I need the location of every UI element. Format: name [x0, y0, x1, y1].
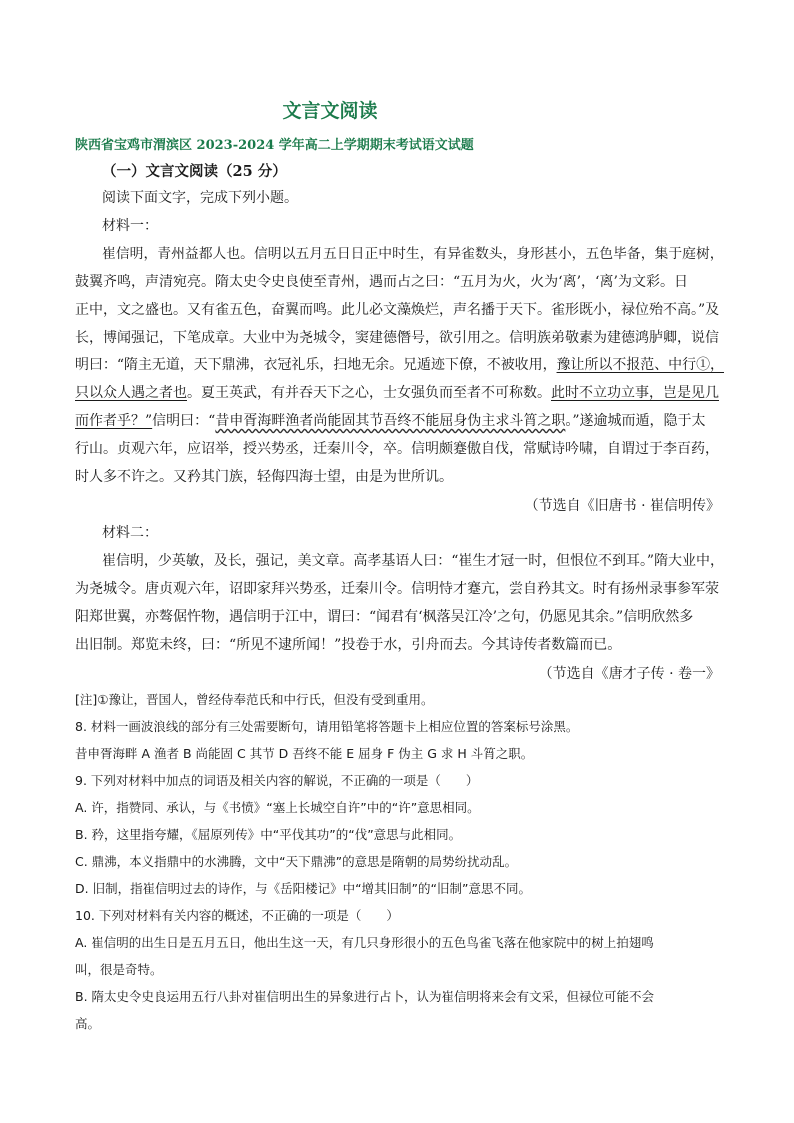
material2-label: 材料二：	[102, 525, 158, 541]
page-title: 文言文阅读	[282, 100, 378, 122]
material2-line: 为尧城令。唐贞观六年，诏即家拜兴势丞，迁秦川令。信明恃才蹇亢，尝自矜其文。时有扬州录事参军荥	[75, 581, 719, 597]
material2-line: 阳郑世翼，亦骜倨忤物，遇信明于江中，谓曰：“闻君有‘枫落吴江冷’之句，仍愿见其余。”信明欣然多	[75, 609, 694, 625]
question-9-option-c: C. 鼎沸，本义指鼎中的水沸腾，文中“天下鼎沸”的意思是隋朝的局势纷扰动乱。	[75, 854, 518, 869]
question-9-option-b: B. 矜，这里指夸耀，《屈原列传》中“平伐其功”的“伐”意思与此相同。	[75, 827, 462, 842]
question-8-text: 昔申胥海畔 A 渔者 B 尚能固 C 其节 D 吾终不能 E 屈身 F 伪主 G 求 H 斗筲之职。	[75, 746, 534, 761]
question-9-option-d: D. 旧制，指崔信明过去的诗作，与《岳阳楼记》中“增其旧制”的“旧制”意思不同。	[75, 881, 531, 896]
question-10-option-b-cont: 高。	[75, 1016, 101, 1031]
underlined-span: 只以众人遇之者也	[75, 385, 187, 401]
underlined-span: 而作者乎？”	[75, 413, 153, 429]
question-10-stem: 10. 下列对材料有关内容的概述，不正确的一项是（ ）	[75, 908, 399, 923]
text-span: 。”遂逾城而遁，隐于太	[565, 413, 706, 429]
material1-line	[75, 411, 706, 431]
material1-line: 正中，文之盛也。又有雀五色，奋翼而鸣。此儿必文藻焕烂，声名播于天下。雀形既小，禄位殆不高。”及	[75, 302, 720, 318]
material1-line: 崔信明，青州益都人也。信明以五月五日日正中时生，有异雀数头，身形甚小，五色毕备，集于庭树，	[102, 246, 724, 262]
material1-line: 时人多不许之。又矜其门族，轻侮四海士望，由是为世所讥。	[75, 469, 453, 485]
question-8-stem: 8. 材料一画波浪线的部分有三处需要断句，请用铅笔将答题卡上相应位置的答案标号涂黑。	[75, 719, 579, 734]
material2-line: 崔信明，少英敏，及长，强记，美文章。高孝基语人曰：“崔生才冠一时，但恨位不到耳。”隋大业中，	[102, 553, 724, 569]
text-span: 信明曰：“	[152, 413, 216, 429]
section-heading: （一）文言文阅读（25 分）	[102, 163, 287, 180]
text-span: 。夏王英武，有并吞天下之心，士女强负而至者不可称数。	[187, 385, 551, 401]
material2-line: 出旧制。郑览未终，曰：“所见不逮所闻！”投卷于水，引舟而去。今其诗传者数篇而已。	[75, 637, 622, 653]
material1-line: 长，博闻强记，下笔成章。大业中为尧城令，窦建德僭号，欲引用之。信明族弟敬素为建德鸿胪卿，说信	[75, 330, 719, 346]
material1-label: 材料一：	[102, 218, 158, 234]
question-10-option-a: A. 崔信明的出生日是五月五日，他出生这一天，有几只身形很小的五色鸟雀飞落在他家院中的树上拍翅鸣	[75, 935, 654, 950]
material2-source: （节选自《唐才子传 · 卷一》	[538, 666, 720, 682]
material1-line: 行山。贞观六年，应诏举，授兴势丞，迁秦川令，卒。信明颇蹇傲自伐，常赋诗吟啸，自谓过于李百药，	[75, 441, 719, 457]
question-9-option-a: A. 许，指赞同、承认，与《书愤》“塞上长城空自许”中的“许”意思相同。	[75, 800, 480, 815]
question-10-option-a-cont: 叫，很是奇特。	[75, 962, 163, 977]
wavy-underlined-span: 昔申胥海畔渔者尚能固其节吾终不能屈身伪主求斗筲之职	[215, 413, 566, 429]
question-9-stem: 9. 下列对材料中加点的词语及相关内容的解说，不正确的一项是（ ）	[75, 773, 479, 788]
underlined-span: 此时不立功立事，岂是见几	[551, 385, 719, 401]
instruction: 阅读下面文字，完成下列小题。	[102, 190, 298, 206]
material1-line	[75, 355, 724, 375]
exam-source-title: 陕西省宝鸡市渭滨区 2023-2024 学年高二上学期期末考试语文试题	[75, 138, 474, 153]
text-span: 明曰：“隋主无道，天下鼎沸，衣冠礼乐，扫地无余。兄遁迹下僚，不被收用，	[75, 357, 557, 373]
question-10-option-b: B. 隋太史令史良运用五行八卦对崔信明出生的异象进行占卜，认为崔信明将来会有文采，但禄位可能不会	[75, 989, 655, 1004]
material1-line	[75, 383, 719, 403]
material1-source: （节选自《旧唐书 · 崔信明传》	[524, 498, 720, 514]
footnote: [注]①豫让，晋国人，曾经侍奉范氏和中行氏，但没有受到重用。	[75, 692, 434, 707]
underlined-span: 豫让所以不报范、中行①，	[556, 357, 724, 373]
material1-line: 鼓翼齐鸣，声清宛亮。隋太史令史良使至青州，遇而占之曰：“五月为火，火为‘离’，‘离’为文彩。日	[75, 274, 688, 290]
